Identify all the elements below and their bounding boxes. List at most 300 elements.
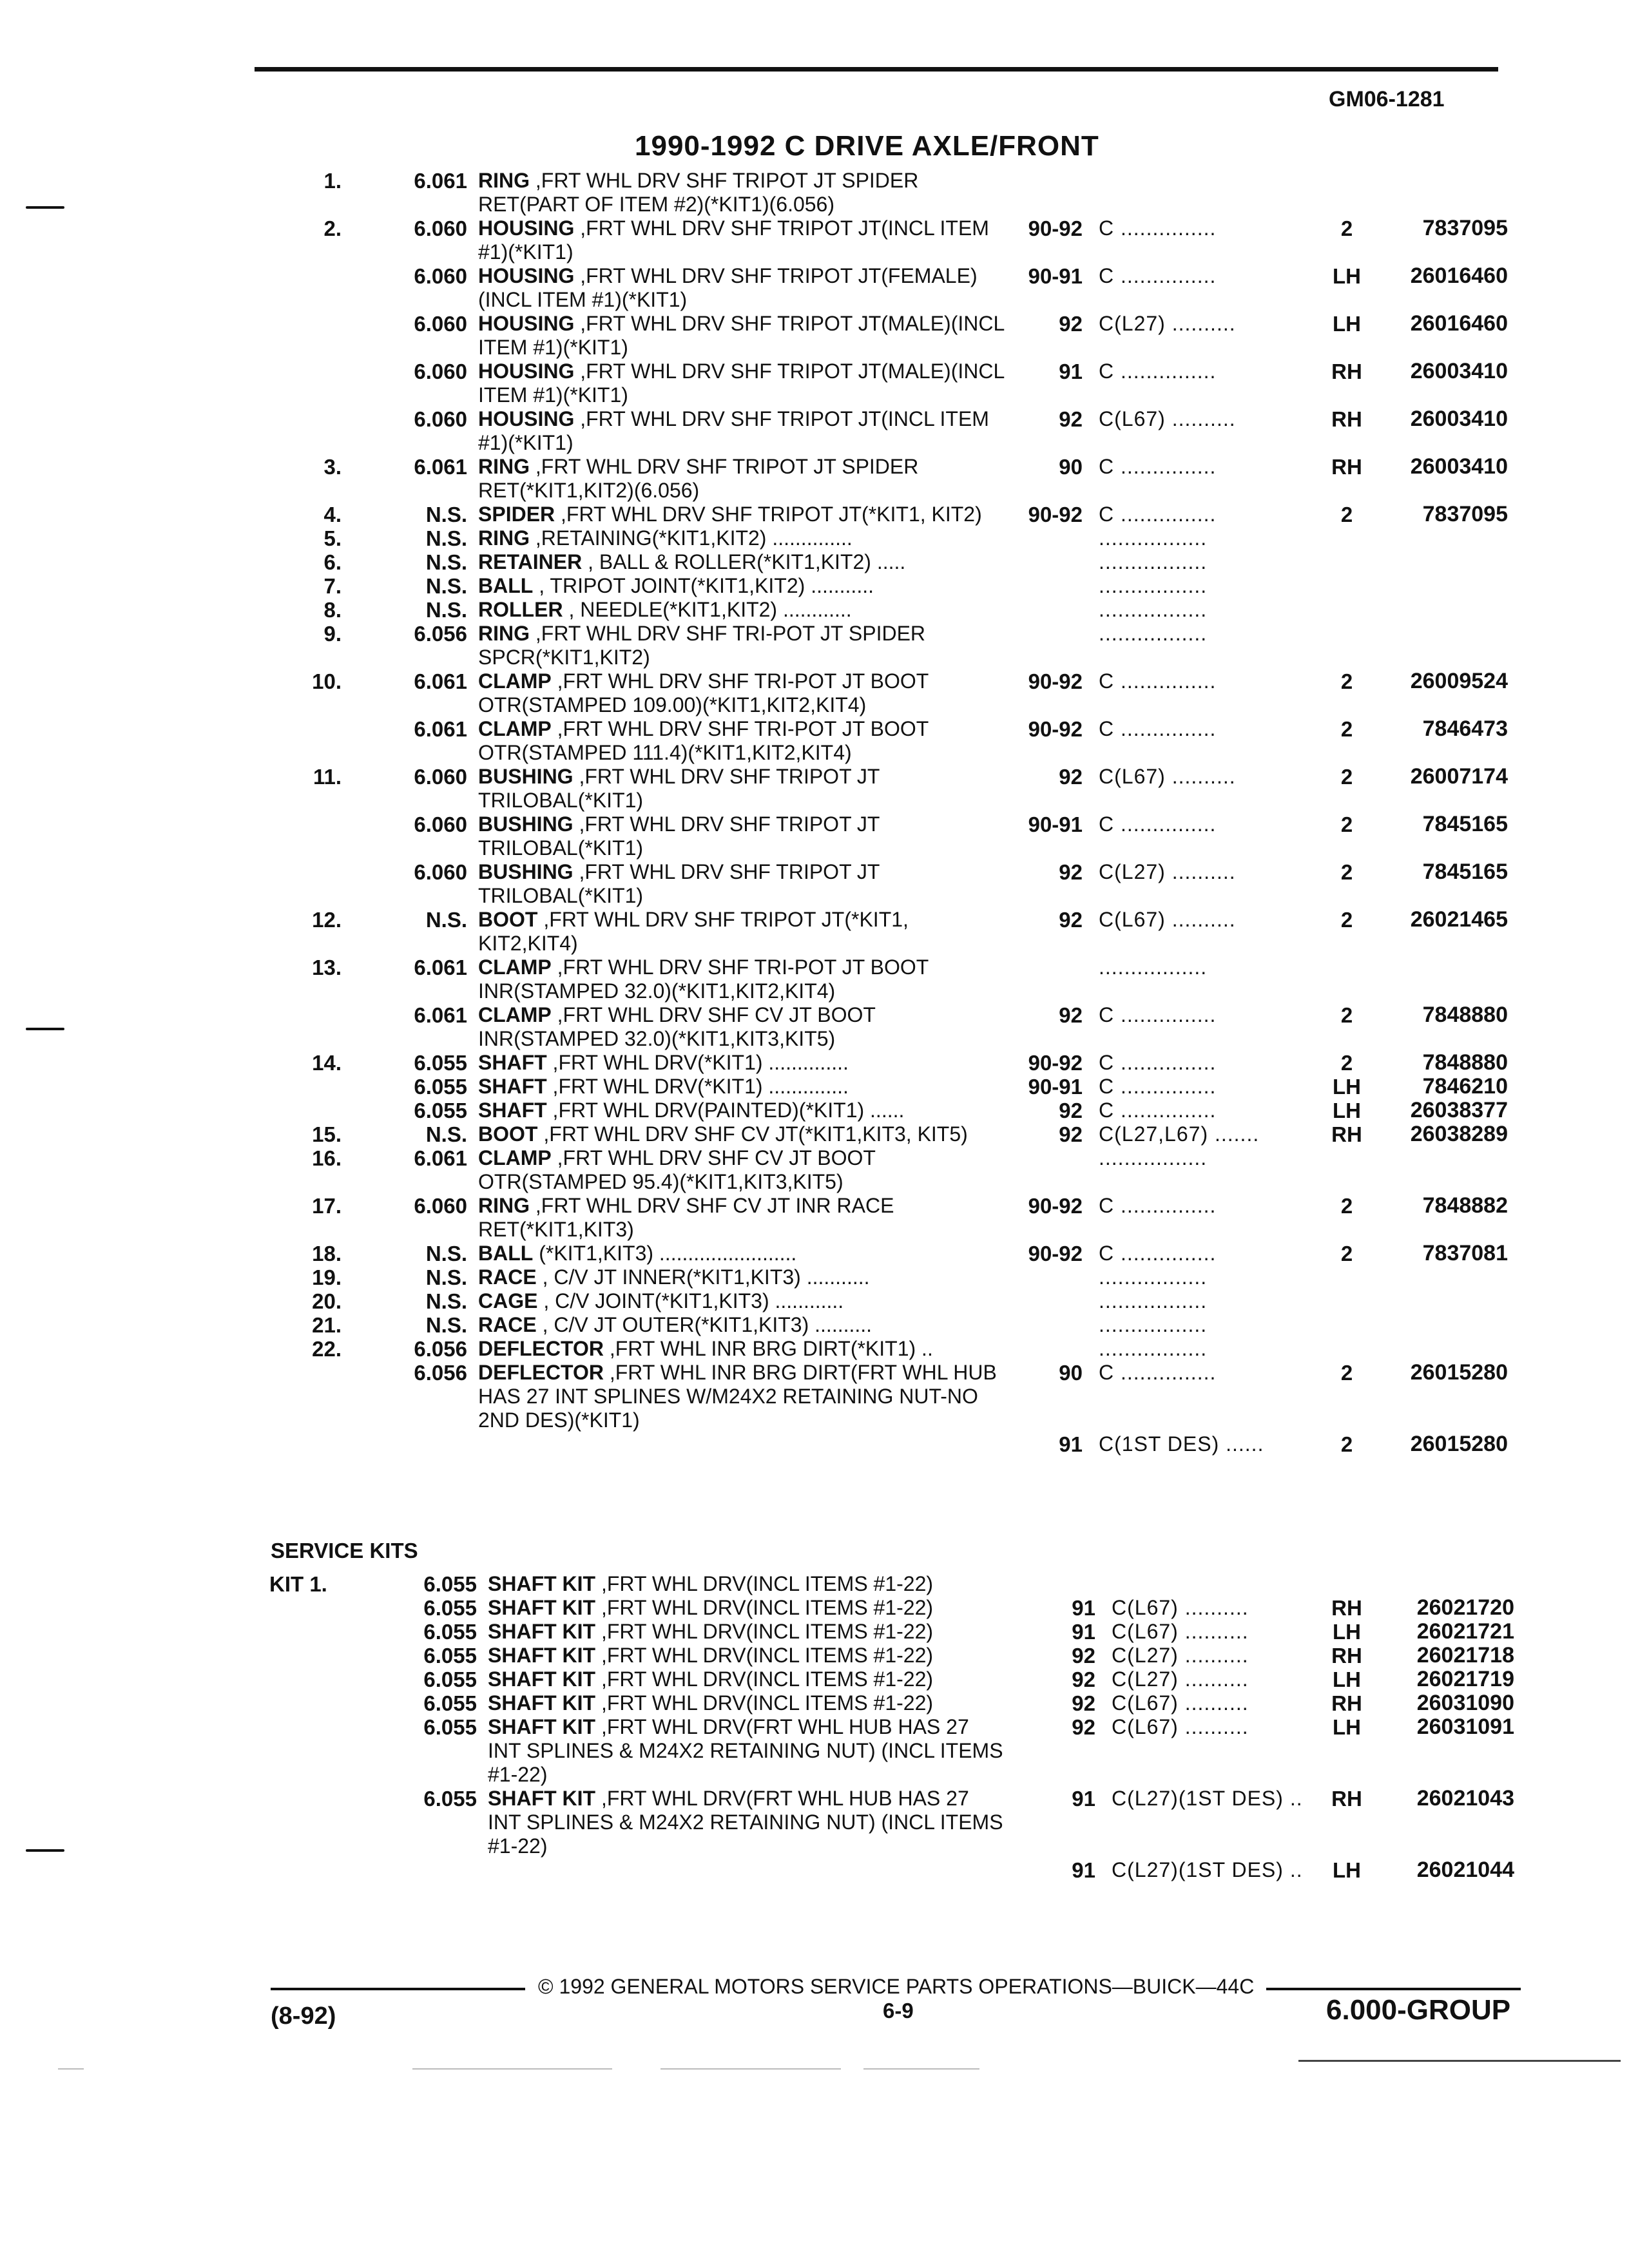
quantity: 2	[1340, 503, 1353, 526]
service-kits-list	[0, 1572, 1629, 1882]
model-years: 90-91	[1028, 264, 1083, 288]
model-series: C(L67) ..........	[1099, 908, 1236, 931]
group-number: N.S.	[425, 550, 467, 574]
part-name: BOOT	[478, 1122, 538, 1146]
service-kits-heading: SERVICE KITS	[271, 1539, 418, 1562]
part-detail: , C/V JOINT(*KIT1,KIT3) ............	[537, 1289, 844, 1312]
part-number: 26031091	[1416, 1715, 1514, 1739]
model-years: 90-92	[1028, 1242, 1083, 1265]
group-number: 6.061	[414, 717, 467, 741]
part-name: HOUSING	[478, 360, 575, 383]
model-years: 92	[1059, 860, 1083, 884]
part-description	[478, 169, 1013, 216]
model-series: C(L27,L67) .......	[1099, 1122, 1260, 1146]
model-series: C(L27) ..........	[1099, 860, 1236, 883]
part-number: 7845165	[1422, 812, 1508, 836]
part-name: RING	[478, 526, 530, 550]
part-name: CAGE	[478, 1289, 538, 1312]
part-detail: ,RETAINING(*KIT1,KIT2) ..............	[530, 526, 853, 550]
part-detail: ,FRT WHL DRV SHF TRIPOT JT(MALE)(INCL ITEM #1)(*KIT1)	[478, 312, 1005, 359]
part-name: RETAINER	[478, 550, 583, 573]
part-detail: , NEEDLE(*KIT1,KIT2) ............	[563, 598, 852, 621]
model-series: .................	[1099, 622, 1208, 645]
group-number: 6.061	[414, 1146, 467, 1170]
part-detail: ,FRT WHL DRV SHF TRIPOT JT TRILOBAL(*KIT1)	[478, 860, 880, 907]
model-series: .................	[1099, 598, 1208, 621]
part-detail: ,FRT WHL DRV SHF TRI-POT JT BOOT OTR(STAMPED 111.4)(*KIT1,KIT2,KIT4)	[478, 717, 929, 764]
model-years: 90-91	[1028, 812, 1083, 836]
model-years: 90-92	[1028, 1051, 1083, 1075]
quantity: 2	[1340, 812, 1353, 836]
scan-mark	[863, 2068, 979, 2070]
part-number: 7848882	[1422, 1193, 1508, 1218]
part-description	[488, 1667, 1003, 1691]
model-years: 92	[1059, 407, 1083, 431]
group-number: 6.055	[423, 1596, 477, 1620]
part-detail: (*KIT1,KIT3) ........................	[533, 1242, 797, 1265]
model-years: 90	[1059, 1361, 1083, 1385]
part-detail: ,FRT WHL DRV SHF TRIPOT JT(FEMALE)(INCL ITEM #1)(*KIT1)	[478, 264, 978, 311]
parts-row	[0, 1337, 1629, 1385]
item-number: 18.	[312, 1242, 342, 1265]
footer-rule-right	[1266, 1988, 1521, 1990]
model-series: C(L67) ..........	[1112, 1596, 1249, 1619]
model-series: C ...............	[1099, 1194, 1217, 1217]
model-series: C(L67) ..........	[1112, 1691, 1249, 1715]
part-name: BUSHING	[478, 765, 574, 788]
quantity: RH	[1331, 1644, 1362, 1667]
group-number: 6.060	[414, 312, 467, 336]
model-series: C(L67) ..........	[1099, 407, 1236, 430]
model-years: 92	[1072, 1691, 1095, 1715]
part-number: 26021721	[1416, 1619, 1514, 1644]
part-description	[478, 1289, 1013, 1313]
group-number: 6.060	[414, 860, 467, 884]
part-detail: ,FRT WHL DRV(INCL ITEMS #1-22)	[595, 1691, 934, 1715]
part-description	[478, 956, 1013, 1003]
group-number: 6.060	[414, 360, 467, 383]
part-detail: ,FRT WHL DRV SHF CV JT BOOT INR(STAMPED 32.0)(*KIT1,KIT3,KIT5)	[478, 1003, 876, 1050]
part-name: CLAMP	[478, 717, 552, 740]
group-label: 6.000-GROUP	[1326, 1994, 1511, 2026]
part-number: 26003410	[1410, 454, 1508, 479]
part-detail: ,FRT WHL DRV SHF TRIPOT JT TRILOBAL(*KIT1)	[478, 812, 880, 860]
model-years: 90-92	[1028, 503, 1083, 526]
part-name: DEFLECTOR	[478, 1337, 604, 1360]
part-description	[478, 216, 1013, 264]
model-years: 91	[1072, 1596, 1095, 1620]
part-number: 26015280	[1410, 1432, 1508, 1456]
item-number: 19.	[312, 1265, 342, 1289]
part-description	[478, 1242, 1013, 1265]
quantity: LH	[1333, 1099, 1361, 1122]
copyright-notice: © 1992 GENERAL MOTORS SERVICE PARTS OPERATIONS—BUICK—44C	[538, 1975, 1255, 1998]
item-number: 1.	[323, 169, 342, 193]
part-description	[478, 550, 1013, 574]
part-name: HOUSING	[478, 264, 575, 287]
model-years: 92	[1059, 1122, 1083, 1146]
quantity: RH	[1331, 1691, 1362, 1715]
part-number: 26021465	[1410, 907, 1508, 932]
model-series: C ...............	[1099, 717, 1217, 740]
item-number: 9.	[323, 622, 342, 646]
group-number: 6.055	[423, 1691, 477, 1715]
part-name: BALL	[478, 1242, 534, 1265]
part-detail: , TRIPOT JOINT(*KIT1,KIT2) ...........	[533, 574, 874, 597]
group-number: 6.056	[414, 622, 467, 646]
part-number: 7845165	[1422, 860, 1508, 884]
part-name: RACE	[478, 1313, 537, 1336]
part-number: 26031090	[1416, 1691, 1514, 1715]
part-name: SHAFT KIT	[488, 1715, 596, 1738]
model-series: C ...............	[1099, 1099, 1217, 1122]
quantity: 2	[1340, 1242, 1353, 1265]
part-detail: ,FRT WHL DRV SHF TRIPOT JT(*KIT1, KIT2,KIT4)	[478, 908, 909, 955]
part-number: 26038289	[1410, 1122, 1508, 1146]
part-name: SHAFT	[478, 1075, 547, 1098]
item-number: 15.	[312, 1122, 342, 1146]
group-number: 6.061	[414, 169, 467, 193]
part-name: SHAFT KIT	[488, 1620, 596, 1643]
model-series: C ...............	[1099, 812, 1217, 836]
part-number: 26016460	[1410, 264, 1508, 288]
model-series: .................	[1099, 1289, 1208, 1312]
model-series: .................	[1099, 526, 1208, 550]
bottom-rule	[1298, 2060, 1621, 2062]
part-name: RING	[478, 455, 530, 478]
group-number: 6.055	[423, 1715, 477, 1739]
item-number: 12.	[312, 908, 342, 932]
part-description	[488, 1787, 1003, 1858]
group-number: N.S.	[425, 574, 467, 598]
part-name: SHAFT KIT	[488, 1667, 596, 1691]
part-number: 7837095	[1422, 502, 1508, 526]
model-series: C(L27)(1ST DES) ..	[1112, 1858, 1303, 1881]
part-name: BALL	[478, 574, 534, 597]
part-name: CLAMP	[478, 1003, 552, 1026]
parts-row	[0, 1596, 1629, 1644]
group-number: 6.056	[414, 1337, 467, 1361]
part-name: SHAFT	[478, 1051, 547, 1074]
part-description	[478, 360, 1013, 407]
part-name: SHAFT KIT	[488, 1572, 596, 1595]
item-number: 7.	[323, 574, 342, 598]
part-detail: ,FRT WHL DRV(INCL ITEMS #1-22)	[595, 1644, 934, 1667]
model-years: 90-91	[1028, 1075, 1083, 1099]
part-description	[478, 717, 1013, 765]
part-detail: ,FRT WHL DRV SHF CV JT(*KIT1,KIT3, KIT5)	[537, 1122, 968, 1146]
quantity: LH	[1333, 1075, 1361, 1099]
item-number: 2.	[323, 216, 342, 240]
part-name: SHAFT KIT	[488, 1691, 596, 1715]
item-number: 10.	[312, 669, 342, 693]
scan-mark	[58, 2068, 84, 2070]
part-description	[478, 812, 1013, 860]
model-series: .................	[1099, 956, 1208, 979]
group-number: 6.055	[414, 1099, 467, 1122]
part-number: 26021719	[1416, 1667, 1514, 1691]
part-detail: ,FRT WHL DRV SHF CV JT BOOT OTR(STAMPED 95.4)(*KIT1,KIT3,KIT5)	[478, 1146, 876, 1193]
model-series: C(L67) ..........	[1112, 1620, 1249, 1643]
part-description	[478, 765, 1013, 812]
revision-date: (8-92)	[271, 2003, 336, 2030]
part-number: 7848880	[1422, 1003, 1508, 1027]
part-name: RING	[478, 169, 530, 192]
part-name: BUSHING	[478, 860, 574, 883]
group-number: 6.055	[414, 1075, 467, 1099]
part-detail: ,FRT WHL DRV SHF TRIPOT JT(INCL ITEM #1)(*KIT1)	[478, 216, 989, 264]
part-description	[478, 908, 1013, 956]
model-years: 92	[1059, 312, 1083, 336]
model-years: 90-92	[1028, 1194, 1083, 1218]
item-number: 11.	[313, 765, 342, 789]
part-description	[488, 1644, 1003, 1667]
model-series: .................	[1099, 1337, 1208, 1360]
group-number: N.S.	[425, 1313, 467, 1337]
part-detail: ,FRT WHL DRV SHF TRI-POT JT SPIDER SPCR(*KIT1,KIT2)	[478, 622, 926, 669]
group-number: 6.061	[414, 1003, 467, 1027]
part-description	[488, 1620, 1003, 1644]
quantity: RH	[1331, 1122, 1362, 1146]
model-series: .................	[1099, 1265, 1208, 1289]
quantity: 2	[1340, 1051, 1353, 1075]
part-name: RACE	[478, 1265, 537, 1289]
part-name: SHAFT	[478, 1099, 547, 1122]
model-series: C ...............	[1099, 1051, 1217, 1074]
model-series: C ...............	[1099, 669, 1217, 693]
quantity: 2	[1340, 765, 1353, 789]
part-description	[488, 1691, 1003, 1715]
part-description	[478, 574, 1013, 598]
part-description	[478, 503, 1013, 526]
group-number: 6.061	[414, 669, 467, 693]
part-name: CLAMP	[478, 956, 552, 979]
part-number: 7837095	[1422, 216, 1508, 240]
parts-row	[0, 1051, 1629, 1099]
part-name: SPIDER	[478, 503, 555, 526]
part-detail: ,FRT WHL INR BRG DIRT(FRT WHL HUB HAS 27 INT SPLINES W/M24X2 RETAINING NUT-NO 2ND DES)(*KIT1)	[478, 1361, 997, 1432]
quantity: LH	[1333, 264, 1361, 288]
model-series: C ...............	[1099, 1361, 1217, 1384]
model-series: .................	[1099, 550, 1208, 573]
group-number: N.S.	[425, 1242, 467, 1265]
model-series: C ...............	[1099, 216, 1217, 240]
item-number: 13.	[312, 956, 342, 979]
model-years: 91	[1059, 1432, 1083, 1456]
model-series: C(L27) ..........	[1112, 1667, 1249, 1691]
part-name: CLAMP	[478, 669, 552, 693]
item-number: 4.	[323, 503, 342, 526]
group-number: N.S.	[425, 526, 467, 550]
parts-row	[0, 765, 1629, 836]
part-name: RING	[478, 1194, 530, 1217]
part-detail: ,FRT WHL DRV(INCL ITEMS #1-22)	[595, 1572, 934, 1595]
part-detail: ,FRT WHL DRV(INCL ITEMS #1-22)	[595, 1596, 934, 1619]
group-number: N.S.	[425, 1265, 467, 1289]
quantity: LH	[1333, 312, 1361, 336]
parts-row	[0, 812, 1629, 884]
part-detail: , C/V JT OUTER(*KIT1,KIT3) ..........	[536, 1313, 872, 1336]
group-number: 6.055	[423, 1667, 477, 1691]
model-years: 92	[1072, 1667, 1095, 1691]
model-years: 91	[1072, 1858, 1095, 1882]
page-number: 6-9	[883, 1999, 914, 2023]
group-number: 6.061	[414, 455, 467, 479]
parts-row	[0, 1787, 1629, 1882]
item-number: 8.	[323, 598, 342, 622]
part-description	[478, 669, 1013, 717]
item-number: 6.	[323, 550, 342, 574]
part-description	[478, 1361, 1013, 1432]
scan-mark	[660, 2068, 841, 2070]
item-number: 22.	[312, 1337, 342, 1361]
part-detail: ,FRT WHL DRV(*KIT1) ..............	[546, 1075, 849, 1098]
group-number: 6.060	[414, 765, 467, 789]
parts-list	[0, 169, 1629, 1456]
part-detail: ,FRT WHL DRV SHF CV JT INR RACE RET(*KIT1,KIT3)	[478, 1194, 894, 1241]
model-years: 90-92	[1028, 216, 1083, 240]
group-number: N.S.	[425, 1122, 467, 1146]
part-description	[488, 1596, 1003, 1620]
parts-row	[0, 1620, 1629, 1667]
part-name: BUSHING	[478, 812, 574, 836]
quantity: 2	[1340, 669, 1353, 693]
group-number: 6.060	[414, 407, 467, 431]
item-number: 3.	[323, 455, 342, 479]
model-years: 91	[1059, 360, 1083, 383]
part-number: 26021044	[1416, 1858, 1514, 1882]
model-series: C ...............	[1099, 1075, 1217, 1098]
group-number: 6.055	[423, 1787, 477, 1811]
model-series: C ...............	[1099, 1003, 1217, 1026]
group-number: 6.060	[414, 1194, 467, 1218]
group-number: 6.055	[423, 1572, 477, 1596]
item-number: 20.	[312, 1289, 342, 1313]
part-number: 26021720	[1416, 1595, 1514, 1620]
quantity: LH	[1333, 1715, 1361, 1739]
quantity: LH	[1333, 1620, 1361, 1644]
model-series: C ...............	[1099, 264, 1217, 287]
quantity: RH	[1331, 407, 1362, 431]
model-years: 91	[1072, 1787, 1095, 1811]
part-name: HOUSING	[478, 312, 575, 335]
quantity: RH	[1331, 360, 1362, 383]
document-code: GM06-1281	[1329, 87, 1445, 111]
model-years: 90	[1059, 455, 1083, 479]
part-detail: ,FRT WHL INR BRG DIRT(*KIT1) ..	[603, 1337, 933, 1360]
model-series: C(L67) ..........	[1112, 1715, 1249, 1738]
model-series: C ...............	[1099, 455, 1217, 478]
group-number: 6.060	[414, 264, 467, 288]
model-series: C(L27) ..........	[1112, 1644, 1249, 1667]
part-description	[478, 1075, 1013, 1099]
page-title: 1990-1992 C DRIVE AXLE/FRONT	[635, 130, 1099, 162]
parts-row	[0, 1691, 1629, 1739]
part-detail: ,FRT WHL DRV(INCL ITEMS #1-22)	[595, 1620, 934, 1643]
quantity: RH	[1331, 1787, 1362, 1811]
part-number: 7848880	[1422, 1050, 1508, 1075]
quantity: 2	[1340, 908, 1353, 932]
part-detail: ,FRT WHL DRV SHF TRI-POT JT BOOT OTR(STAMPED 109.00)(*KIT1,KIT2,KIT4)	[478, 669, 929, 716]
part-detail: ,FRT WHL DRV(PAINTED)(*KIT1) ......	[546, 1099, 905, 1122]
part-description	[478, 312, 1013, 360]
quantity: RH	[1331, 1596, 1362, 1620]
part-number: 26016460	[1410, 311, 1508, 336]
group-number: N.S.	[425, 598, 467, 622]
part-description	[478, 264, 1013, 312]
model-series: C(L27) ..........	[1099, 312, 1236, 335]
group-number: 6.055	[423, 1644, 477, 1667]
part-detail: ,FRT WHL DRV SHF TRIPOT JT SPIDER RET(PART OF ITEM #2)(*KIT1)(6.056)	[478, 169, 919, 216]
part-number: 7846473	[1422, 716, 1508, 741]
model-series: .................	[1099, 1313, 1208, 1336]
part-name: DEFLECTOR	[478, 1361, 604, 1384]
item-number: 17.	[312, 1194, 342, 1218]
quantity: 2	[1340, 717, 1353, 741]
part-detail: ,FRT WHL DRV(*KIT1) ..............	[546, 1051, 849, 1074]
part-number: 26009524	[1410, 669, 1508, 693]
quantity: 2	[1340, 216, 1353, 240]
part-description	[478, 455, 1013, 503]
part-number: 26003410	[1410, 359, 1508, 383]
quantity: RH	[1331, 455, 1362, 479]
part-description	[478, 860, 1013, 908]
part-name: RING	[478, 622, 530, 645]
part-detail: ,FRT WHL DRV SHF TRIPOT JT(*KIT1, KIT2)	[555, 503, 982, 526]
part-description	[488, 1572, 1003, 1596]
part-number: 26003410	[1410, 407, 1508, 431]
model-years: 92	[1059, 1003, 1083, 1027]
quantity: 2	[1340, 1432, 1353, 1456]
part-description	[478, 598, 1013, 622]
model-series: C ...............	[1099, 360, 1217, 383]
part-description	[478, 526, 1013, 550]
part-description	[478, 1313, 1013, 1337]
group-number: N.S.	[425, 1289, 467, 1313]
quantity: LH	[1333, 1667, 1361, 1691]
parts-row	[0, 312, 1629, 383]
part-name: CLAMP	[478, 1146, 552, 1169]
parts-row	[0, 1667, 1629, 1715]
model-years: 92	[1072, 1715, 1095, 1739]
part-name: SHAFT KIT	[488, 1787, 596, 1810]
part-description	[478, 1146, 1013, 1194]
item-number: 5.	[323, 526, 342, 550]
item-number: 21.	[312, 1313, 342, 1337]
part-number: 26015280	[1410, 1360, 1508, 1385]
item-number: 14.	[312, 1051, 342, 1075]
group-number: 6.056	[414, 1361, 467, 1385]
part-description	[478, 1265, 1013, 1289]
model-series: C(L67) ..........	[1099, 765, 1236, 788]
model-series: C(1ST DES) ......	[1099, 1432, 1264, 1456]
model-years: 90-92	[1028, 669, 1083, 693]
model-years: 92	[1059, 765, 1083, 789]
model-years: 92	[1072, 1644, 1095, 1667]
group-number: 6.060	[414, 812, 467, 836]
part-name: HOUSING	[478, 216, 575, 240]
part-description	[478, 1051, 1013, 1075]
parts-row	[0, 1715, 1629, 1811]
quantity: 2	[1340, 1194, 1353, 1218]
item-number: 16.	[312, 1146, 342, 1170]
group-number: 6.060	[414, 216, 467, 240]
part-name: BOOT	[478, 908, 538, 931]
group-number: 6.061	[414, 956, 467, 979]
part-name: ROLLER	[478, 598, 563, 621]
part-description	[478, 622, 1013, 669]
model-years: 90-92	[1028, 717, 1083, 741]
